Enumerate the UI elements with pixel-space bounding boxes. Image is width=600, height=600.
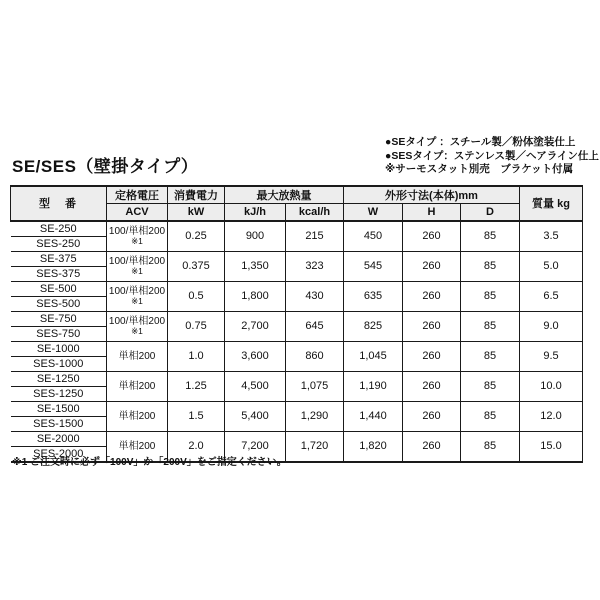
weight-cell: 9.0 (520, 311, 583, 341)
model-cell: SE-250 (11, 221, 107, 237)
header-dimensions: 外形寸法(本体)mm (344, 186, 520, 204)
table-row (11, 371, 583, 386)
power-cell: 1.25 (168, 371, 225, 401)
heat-kjh-cell: 5,400 (225, 401, 286, 431)
voltage-value: 単相200 (118, 440, 156, 452)
width-cell: 1,045 (344, 341, 403, 371)
model-cell: SE-750 (11, 311, 107, 326)
weight-cell: 10.0 (520, 371, 583, 401)
heat-kcalh-cell: 1,290 (286, 401, 344, 431)
voltage-cell (107, 221, 168, 252)
heat-kcalh-cell: 430 (286, 281, 344, 311)
weight-cell: 6.5 (520, 281, 583, 311)
weight-cell: 5.0 (520, 251, 583, 281)
voltage-value: 100/単相200 (108, 286, 166, 297)
header-heat-unit-kcalh: kcal/h (286, 204, 344, 221)
height-cell: 260 (403, 371, 461, 401)
header-power-unit: kW (168, 204, 225, 221)
table-row (11, 221, 583, 237)
heat-kjh-cell: 900 (225, 221, 286, 252)
model-cell: SE-375 (11, 251, 107, 266)
heat-kjh-cell: 2,700 (225, 311, 286, 341)
page-title: SE/SES（壁掛タイプ） (12, 157, 199, 176)
voltage-cell (107, 401, 168, 431)
table-row (11, 431, 583, 446)
model-cell: SES-1500 (11, 416, 107, 431)
heat-kcalh-cell: 1,720 (286, 431, 344, 462)
voltage-cell (107, 311, 168, 341)
model-cell: SES-750 (11, 326, 107, 341)
power-cell: 1.5 (168, 401, 225, 431)
voltage-value: 100/単相200 (108, 226, 166, 237)
note-se-type: ●SEタイプ ：スチール製／粉体塗装仕上 (385, 136, 576, 148)
model-cell: SES-2000 (11, 446, 107, 462)
header-voltage: 定格電圧 (107, 186, 168, 204)
depth-cell: 85 (461, 251, 520, 281)
model-cell: SE-2000 (11, 431, 107, 446)
height-cell: 260 (403, 401, 461, 431)
note-thermostat: ※サーモスタット別売 ブラケット付属 (385, 163, 574, 175)
depth-cell: 85 (461, 311, 520, 341)
spec-table-head (11, 186, 583, 221)
model-cell: SE-500 (11, 281, 107, 296)
header-voltage-unit: ACV (107, 204, 168, 221)
voltage-cell (107, 341, 168, 371)
model-cell: SES-500 (11, 296, 107, 311)
header-model: 型 番 (11, 186, 107, 221)
depth-cell: 85 (461, 401, 520, 431)
depth-cell: 85 (461, 281, 520, 311)
height-cell: 260 (403, 431, 461, 462)
note-ses-type: ●SESタイプ：ステンレス製／ヘアライン仕上 (385, 149, 599, 162)
voltage-note: ※1 (131, 266, 143, 276)
power-cell: 0.75 (168, 311, 225, 341)
voltage-value: 100/単相200 (108, 316, 166, 327)
power-cell: 0.5 (168, 281, 225, 311)
header-dim-h: H (403, 204, 461, 221)
model-cell: SES-250 (11, 236, 107, 251)
model-cell: SES-375 (11, 266, 107, 281)
height-cell: 260 (403, 311, 461, 341)
table-row (11, 251, 583, 266)
width-cell: 825 (344, 311, 403, 341)
header-power: 消費電力 (168, 186, 225, 204)
voltage-note: ※1 (131, 296, 143, 306)
weight-cell: 9.5 (520, 341, 583, 371)
model-cell: SES-1250 (11, 386, 107, 401)
height-cell: 260 (403, 251, 461, 281)
heat-kcalh-cell: 215 (286, 221, 344, 252)
header-row-groups (11, 186, 583, 204)
voltage-value: 単相200 (118, 380, 156, 392)
depth-cell: 85 (461, 431, 520, 462)
header-dim-w: W (344, 204, 403, 221)
header-dim-d: D (461, 204, 520, 221)
voltage-value: 単相200 (118, 410, 156, 422)
heat-kjh-cell: 1,800 (225, 281, 286, 311)
width-cell: 1,820 (344, 431, 403, 462)
height-cell: 260 (403, 341, 461, 371)
width-cell: 1,190 (344, 371, 403, 401)
width-cell: 450 (344, 221, 403, 252)
voltage-value: 100/単相200 (108, 256, 166, 267)
voltage-cell (107, 251, 168, 281)
depth-cell: 85 (461, 221, 520, 252)
spec-table (10, 185, 583, 463)
width-cell: 635 (344, 281, 403, 311)
spec-table-body (11, 221, 583, 462)
voltage-value: 単相200 (118, 350, 156, 362)
voltage-note: ※1 (131, 326, 143, 336)
heat-kjh-cell: 3,600 (225, 341, 286, 371)
model-cell: SE-1250 (11, 371, 107, 386)
depth-cell: 85 (461, 371, 520, 401)
weight-cell: 15.0 (520, 431, 583, 462)
power-cell: 0.25 (168, 221, 225, 252)
heat-kcalh-cell: 323 (286, 251, 344, 281)
voltage-cell (107, 281, 168, 311)
width-cell: 1,440 (344, 401, 403, 431)
weight-cell: 12.0 (520, 401, 583, 431)
power-cell: 2.0 (168, 431, 225, 462)
heat-kcalh-cell: 860 (286, 341, 344, 371)
table-row (11, 401, 583, 416)
power-cell: 1.0 (168, 341, 225, 371)
heat-kjh-cell: 7,200 (225, 431, 286, 462)
width-cell: 545 (344, 251, 403, 281)
voltage-cell (107, 371, 168, 401)
power-cell: 0.375 (168, 251, 225, 281)
header-weight: 質量 kg (520, 186, 583, 221)
weight-cell: 3.5 (520, 221, 583, 252)
table-row (11, 311, 583, 326)
header-heat: 最大放熱量 (225, 186, 344, 204)
table-row (11, 341, 583, 356)
depth-cell: 85 (461, 341, 520, 371)
model-cell: SES-1000 (11, 356, 107, 371)
heat-kcalh-cell: 1,075 (286, 371, 344, 401)
model-cell: SE-1000 (11, 341, 107, 356)
heat-kjh-cell: 1,350 (225, 251, 286, 281)
model-cell: SE-1500 (11, 401, 107, 416)
footnote: ※1 ご注文時に必ず「100V」か「200V」をご指定ください。 (12, 457, 287, 468)
table-row (11, 281, 583, 296)
heat-kjh-cell: 4,500 (225, 371, 286, 401)
height-cell: 260 (403, 281, 461, 311)
header-heat-unit-kjh: kJ/h (225, 204, 286, 221)
heat-kcalh-cell: 645 (286, 311, 344, 341)
voltage-note: ※1 (131, 236, 143, 246)
product-notes (385, 136, 599, 177)
height-cell: 260 (403, 221, 461, 252)
